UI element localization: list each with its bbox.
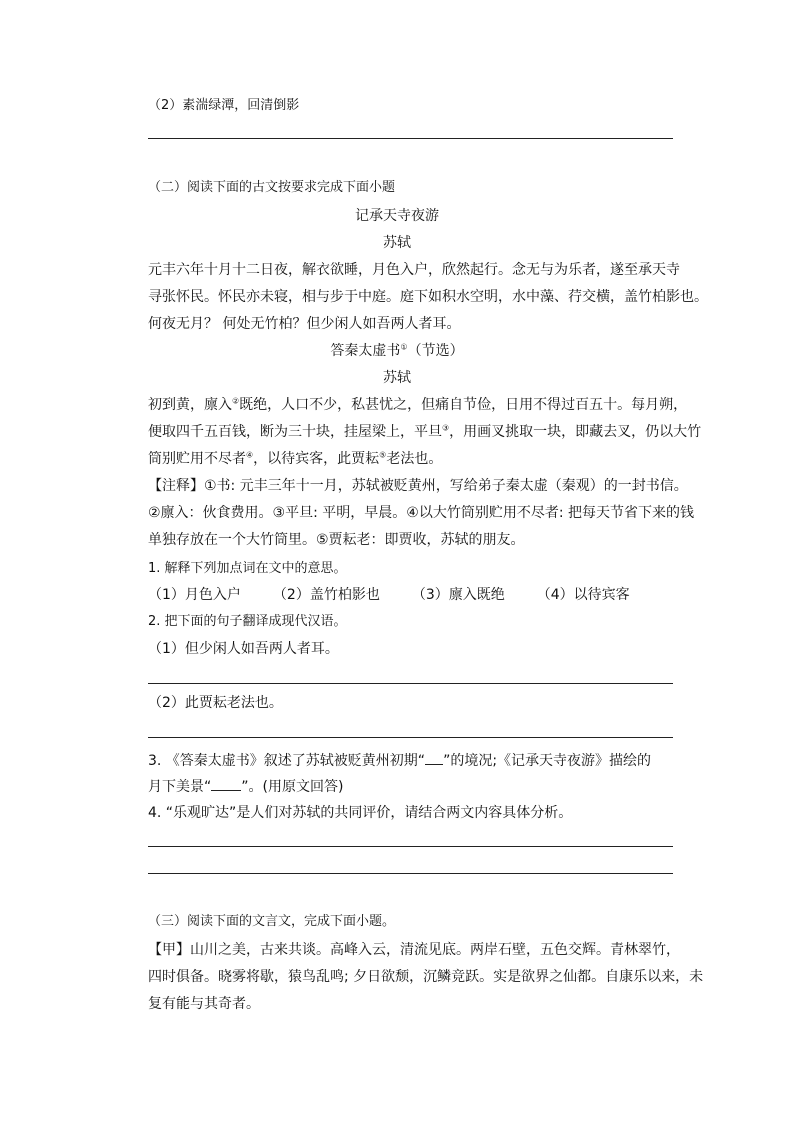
- footnote-mark: ⑤: [379, 450, 387, 460]
- text2-title-suffix: （节选）: [407, 343, 464, 359]
- option-item: （4）以待宾客: [536, 587, 630, 603]
- question-3-line: [148, 750, 651, 771]
- answer-line: [148, 737, 673, 738]
- text1-title: 记承天寺夜游: [355, 208, 439, 224]
- fill-blank[interactable]: [425, 750, 443, 765]
- notes-line: 单独存放在一个大竹筒里。⑤贾耘老：即贾收，苏轼的朋友。: [148, 532, 525, 548]
- text2-title: [0, 341, 794, 361]
- text1-author: 苏轼: [383, 235, 411, 251]
- text2-line: [148, 422, 701, 442]
- question-2-item: （2）此贾耘老法也。: [148, 695, 283, 711]
- footnote-mark: ②: [232, 396, 240, 406]
- question-2-item: （1）但少闲人如吾两人者耳。: [148, 641, 339, 657]
- notes-line: ②廪入：伙食费用。③平旦: 平明，早晨。④以大竹筒别贮用不尽者: 把每天节省下来的钱: [148, 505, 694, 521]
- text-run: ”的境况;《记承天寺夜游》描绘的: [443, 753, 652, 769]
- text-run: 便取四千五百钱，断为三十块，挂屋梁上，平旦: [148, 424, 442, 440]
- text-run: ，用画叉挑取一块，即藏去叉，仍以大竹: [449, 424, 702, 440]
- footnote-mark: ①: [400, 342, 408, 352]
- text-run: 既绝，人口不少，私甚忧之，但痛自节俭，日用不得过百五十。每月朔，: [239, 397, 688, 413]
- text1-line: 何夜无月？ 何处无竹柏？但少闲人如吾两人者耳。: [148, 316, 461, 332]
- footnote-mark: ④: [246, 450, 254, 460]
- text-run: 筒别贮用不尽者: [148, 451, 246, 467]
- text-run: 老法也。: [386, 451, 443, 467]
- question-1-options: [148, 585, 662, 605]
- answer-line: [148, 873, 673, 874]
- question-3-line: [148, 776, 343, 797]
- fill-blank[interactable]: [211, 776, 241, 791]
- option-item: （1）月色入户: [148, 587, 241, 603]
- option-item: （3）廪入既绝: [411, 587, 505, 603]
- text2-title-text: 答秦太虚书: [330, 343, 401, 359]
- text2-line: [148, 449, 442, 469]
- text-run: ”。(用原文回答): [241, 779, 344, 795]
- section2-heading: （二）阅读下面的古文按要求完成下面小题: [148, 180, 396, 195]
- text1-line: 寻张怀民。怀民亦未寝，相与步于中庭。庭下如积水空明，水中藻、荇交横，盖竹柏影也。: [148, 289, 708, 305]
- answer-line: [148, 138, 673, 139]
- footnote-mark: ③: [442, 423, 450, 433]
- option-item: （2）盖竹柏影也: [272, 587, 380, 603]
- text-run: ，以待宾客，此贾耘: [253, 451, 380, 467]
- text-run: 3. 《答秦太虚书》叙述了苏轼被贬黄州初期“: [148, 753, 426, 769]
- notes-line: 【注释】①书: 元丰三年十一月，苏轼被贬黄州，写给弟子秦太虚（秦观）的一封书信。: [148, 478, 688, 494]
- section3-line: 【甲】山川之美，古来共谈。高峰入云，清流见底。两岸石壁，五色交辉。青林翠竹，: [148, 942, 680, 958]
- text1-line: 元丰六年十月十二日夜，解衣欲睡，月色入户，欣然起行。念无与为乐者，遂至承天寺: [148, 262, 680, 278]
- text-run: 月下美景“: [148, 779, 212, 795]
- question-1-prompt: 1. 解释下列加点词在文中的意思。: [148, 561, 347, 576]
- text2-line: [148, 395, 687, 415]
- text-run: 初到黄，廪入: [148, 397, 232, 413]
- text2-author: 苏轼: [383, 370, 411, 386]
- answer-line: [148, 846, 673, 847]
- answer-line: [148, 683, 673, 684]
- question-2-prompt: 2. 把下面的句子翻译成现代汉语。: [148, 614, 347, 629]
- section3-heading: （三）阅读下面的文言文，完成下面小题。: [148, 914, 396, 929]
- prev-question-item: （2）素湍绿潭，回清倒影: [148, 98, 300, 113]
- section3-line: 复有能与其奇者。: [148, 996, 260, 1012]
- question-4-prompt: 4. “乐观旷达”是人们对苏轼的共同评价，请结合两文内容具体分析。: [148, 805, 573, 821]
- section3-line: 四时俱备。晓雾将歇，猿鸟乱鸣; 夕日欲颓，沉鳞竞跃。实是欲界之仙都。自康乐以来，未: [148, 969, 704, 985]
